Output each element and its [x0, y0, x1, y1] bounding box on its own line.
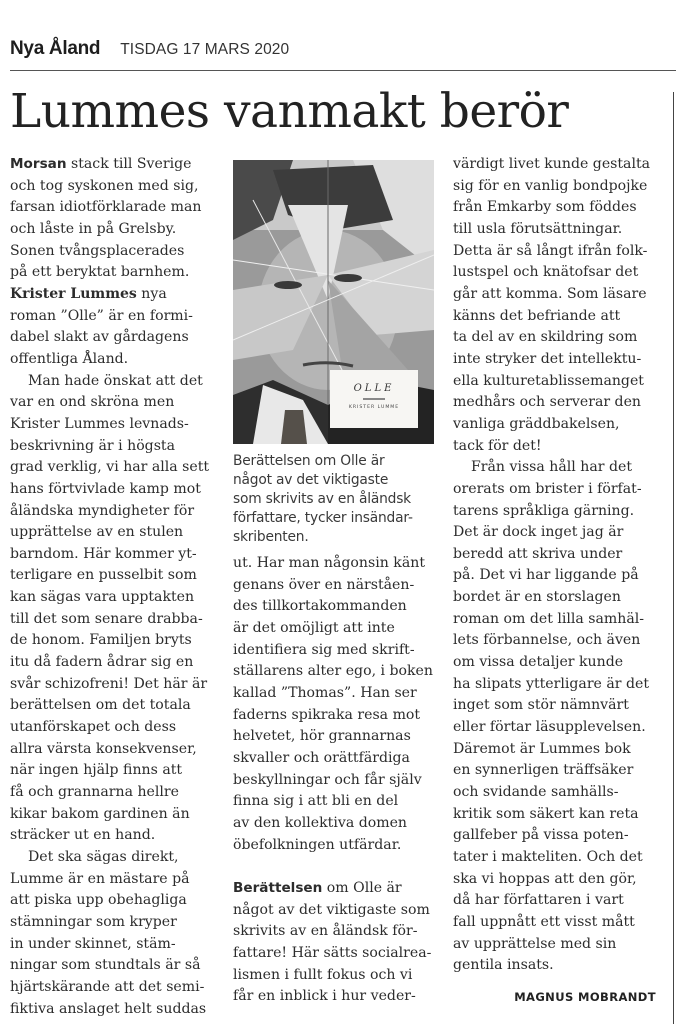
text-line: svår schizofreni! Det här är [10, 675, 208, 692]
text-line: bordet är en storslagen [453, 589, 621, 606]
text-line: terligare en pusselbit som [10, 567, 197, 584]
text-line: sig för en vanlig bondpojke [453, 177, 648, 194]
text-line: barndom. Här kommer yt- [10, 545, 197, 562]
lead-word: Morsan [10, 156, 67, 172]
text-line: ta del av en skildring som [453, 329, 638, 346]
text-line: kritik som säkert kan reta [453, 805, 639, 822]
text-line: faderns spikraka resa mot [233, 706, 421, 723]
header-divider [10, 70, 676, 71]
text-line: helvetet, hör grannarnas [233, 728, 411, 745]
text-line: Lumme är en mästare på [10, 870, 190, 887]
cover-author: KRISTER LUMME [348, 405, 400, 410]
text-line: eller förtar läsupplevelsen. [453, 719, 646, 736]
text-line: gallfeber på vissa poten- [453, 827, 629, 844]
paragraph-2 [10, 371, 224, 847]
text-line: finna sig i att bli en del [233, 793, 399, 810]
text-line: berättelsen om det totala [10, 697, 191, 714]
text-line: värdigt livet kunde gestalta [453, 156, 651, 172]
text-line: fall uppnått ett visst mått [453, 913, 635, 930]
text-line: genans över en närståen- [233, 576, 415, 593]
text-line: Från vissa håll har det [471, 459, 632, 476]
text-line: känns det befriande att [453, 307, 621, 324]
text-line: roman om det lilla samhäl- [453, 610, 645, 627]
text-line: tack för det! [453, 437, 542, 454]
text-line: utanförskapet och dess [10, 719, 177, 736]
text-line: ha slipats ytterligare är det [453, 675, 650, 692]
text-line: ställarens alter ego, i boken [233, 663, 433, 680]
paragraph-final [453, 457, 667, 977]
text-line: som skrivits av en åländsk [233, 491, 411, 507]
text-line: något av det viktigaste som [233, 901, 430, 918]
text-line: roman ”Olle” är en formi- [10, 307, 193, 324]
text-line: kallad ”Thomas”. Han ser [233, 684, 417, 701]
text-line: och svidande samhälls- [453, 784, 619, 801]
lead-word: Berättelsen [233, 880, 323, 896]
text-line: skvaller och orättfärdiga [233, 749, 410, 766]
text-line: sträcker ut en hand. [10, 827, 156, 844]
text-line: tater i makteliten. Och det [453, 849, 643, 865]
paragraph-intro [10, 154, 224, 371]
text-line: inte stryker det intellektu- [453, 350, 642, 367]
article-column-2 [233, 553, 443, 856]
text-line: itu då fadern ådrar sig en [10, 654, 194, 671]
issue-date: TISDAG 17 MARS 2020 [120, 41, 290, 58]
text-line: Det är dock inget jag är [453, 524, 624, 541]
text-line: av den kollektiva domen [233, 814, 407, 831]
text-line: går att komma. Som läsare [453, 285, 647, 302]
text-line: gentila insats. [453, 957, 554, 974]
text-line: ningar som stundtals är så [10, 957, 201, 974]
text-line: kikar bakom gardinen än [10, 805, 190, 822]
image-caption [233, 452, 438, 547]
text-fragment: om Olle är [322, 880, 402, 896]
text-line: en synnerligen träffsäker [453, 762, 634, 779]
text-line: Krister Lummes levnads- [10, 415, 189, 432]
text-line: till usla förutsättningar. [453, 220, 623, 237]
text-line: är det omöjligt att inte [233, 619, 395, 636]
text-line: hjärtskärande att det semi- [10, 978, 205, 995]
cover-title: OLLE [353, 383, 395, 394]
text-line: hans förtvivlade kamp mot [10, 480, 201, 497]
text-line: fattare! Här sätts socialrea- [233, 944, 432, 961]
text-line [10, 284, 224, 306]
masthead [10, 38, 289, 62]
text-line: och låste in på Grelsby. [10, 220, 177, 237]
text-line: skribenten. [233, 529, 309, 545]
text-line: ella kulturetablissemanget [453, 372, 644, 389]
article-headline: Lummes vanmakt berör [10, 84, 569, 139]
text-line: av upprättelse med sin [453, 935, 617, 952]
text-line: dabel slakt av gårdagens [10, 329, 189, 346]
author-byline: MAGNUS MOBRANDT [514, 990, 656, 1004]
text-line: och tog syskonen med sig, [10, 177, 199, 194]
text-line: Däremot är Lummes bok [453, 740, 631, 757]
text-line: upprättelse av en stulen [10, 524, 184, 541]
paragraph-continued [453, 154, 667, 457]
text-line: då har författaren i vart [453, 892, 624, 909]
text-line: var en ond skröna men [10, 394, 175, 411]
text-line: skrivits av en åländsk för- [233, 923, 418, 940]
text-line: des tillkortakommanden [233, 598, 407, 615]
text-line: beredd att skriva under [453, 545, 623, 562]
newspaper-name: Nya Åland [10, 38, 101, 59]
article-column-3 [453, 154, 667, 977]
text-line: kan sägas vara upptakten [10, 589, 195, 606]
text-line: till det som senare drabba- [10, 610, 203, 627]
text-line: allra värsta konsekvenser, [10, 740, 197, 757]
text-line: öbefolkningen utfärdar. [233, 836, 402, 853]
text-line: får en inblick i hur veder- [233, 988, 416, 1005]
text-line: Berättelsen om Olle är [233, 453, 385, 469]
lead-name: Krister Lummes [10, 285, 137, 302]
text-line: Sonen tvångsplacerades [10, 242, 185, 259]
page-edge-rule [673, 92, 674, 1024]
paragraph-highlight [233, 878, 443, 1008]
text-line: beskyllningar och får själv [233, 771, 422, 788]
article-column-2-paragraph [233, 878, 443, 1008]
text-line: från Emkarby som föddes [453, 199, 637, 216]
text-line: få och grannarna hellre [10, 784, 179, 801]
text-line: Detta är så långt ifrån folk- [453, 242, 648, 259]
book-cover-image [233, 160, 434, 444]
text-line: beskrivning är i högsta [10, 437, 175, 454]
article-column-1 [10, 154, 224, 1020]
text-line [233, 878, 443, 900]
text-fragment: nya [136, 285, 167, 302]
text-line: att piska upp obehagliga [10, 892, 187, 909]
text-line: Man hade önskat att det [28, 372, 203, 389]
text-line: stämningar som kryper [10, 913, 177, 930]
text-line: författare, tycker insändar- [233, 510, 413, 526]
text-line: något av det viktigaste [233, 472, 389, 488]
text-line: in under skinnet, stäm- [10, 935, 176, 952]
text-line: lets förbannelse, och även [453, 632, 641, 649]
text-line: åländska myndigheter för [10, 502, 195, 519]
text-line: medhårs och serverar den [453, 394, 642, 411]
text-line: ska vi hoppas att den gör, [453, 870, 637, 887]
paragraph-3 [10, 847, 224, 1020]
text-line: offentliga Åland. [10, 350, 129, 367]
text-line: grad verklig, vi har alla sett [10, 459, 210, 476]
text-line: de honom. Familjen bryts [10, 632, 192, 649]
text-line: orerats om brister i förfat- [453, 480, 642, 497]
text-line: identifiera sig med skrift- [233, 641, 415, 658]
text-line [10, 154, 224, 176]
text-line: lustspel och knätofsar det [453, 264, 639, 281]
text-line: farsan idiotförklarade man [10, 199, 202, 216]
text-line: vanliga gräddbakelsen, [453, 415, 620, 432]
text-line: om vissa detaljer kunde [453, 654, 624, 671]
text-line: fiktiva anslaget helt suddas [10, 1000, 207, 1017]
cover-divider [363, 398, 385, 400]
text-line: ut. Har man någonsin känt [233, 555, 425, 571]
text-line: när ingen hjälp finns att [10, 762, 183, 779]
text-line: Det ska sägas direkt, [28, 849, 179, 865]
text-line: på. Det vi har liggande på [453, 567, 639, 584]
text-line: inget som stör nämnvärt [453, 697, 629, 714]
text-line: lismen i fullt fokus och vi [233, 966, 413, 983]
text-fragment: stack till Sverige [66, 156, 192, 172]
cover-title-label [330, 370, 418, 428]
text-line: tarens språkliga gärning. [453, 502, 635, 519]
text-line: på ett beryktat barnhem. [10, 264, 190, 281]
